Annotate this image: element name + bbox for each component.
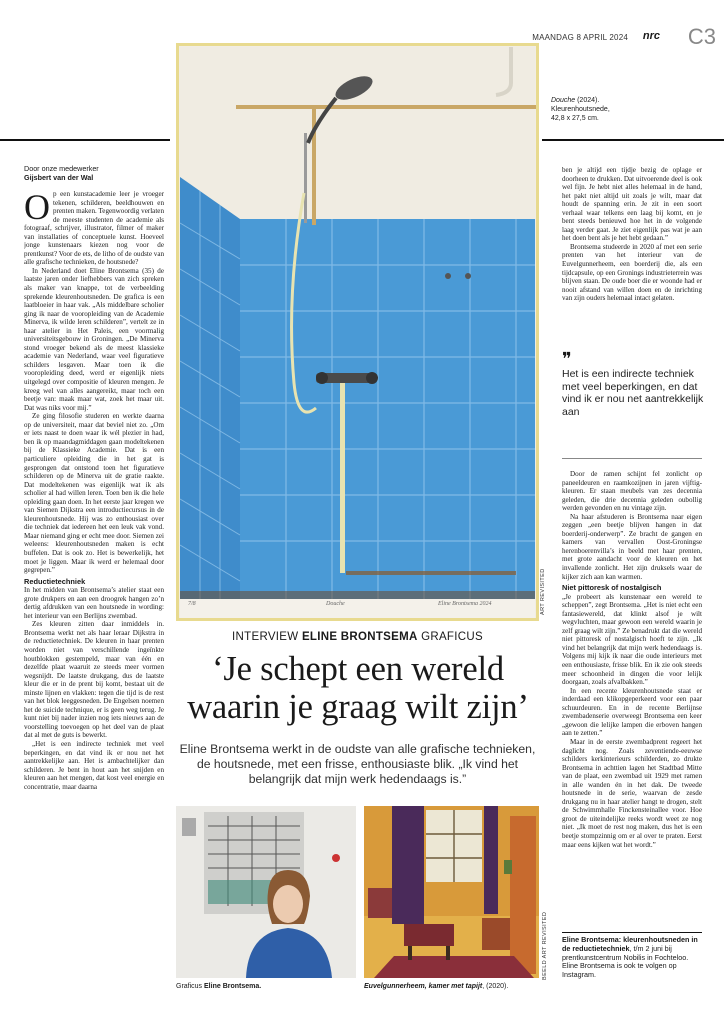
article-paragraph: In het midden van Brontsema’s atelier staat een grote drukpers en aan een droogrek hangen zo’n dertig afdrukken van een houtsnede in wording: het interieur van een Berlijns zwembad.	[24, 586, 164, 620]
article-paragraph: Na haar afstuderen is Brontsema naar eigen zeggen „een beetje blijven hangen in dat boerderij-onderwerp”. Ze bracht de gangen en kamers van vervallen Oost-Groningse herenboerenvilla’s in beeld met haar prenten, met grote aandacht voor de kleuren en het invallende zonlicht. Het zijn druksels waar de kijker zich aan kan warmen.	[562, 512, 702, 581]
print-edition: 7/8	[188, 601, 196, 607]
pullquote-block	[562, 349, 704, 418]
exhibition-title: Eline Brontsema: kleurenhoutsneden in de reductietechniek	[562, 935, 698, 953]
pullquote: Het is een indirecte techniek met veel beperkingen, en dat vind ik er nou net aantrekkelijk aan	[562, 368, 704, 418]
issue-date: MAANDAG 8 APRIL 2024	[532, 33, 628, 42]
portrait-illustration	[176, 806, 356, 978]
artwork-size: 42,8 x 27,5 cm.	[551, 115, 599, 122]
article-column-4	[562, 166, 702, 303]
artwork-medium: Kleurenhoutsnede,	[551, 106, 610, 113]
headline	[168, 650, 548, 726]
article-paragraph: Door de ramen schijnt fel zonlicht op paneeldeuren en raamkozijnen in jaren vijftig-kleuren. Er staan meubels van zes decennia geleden, die drie decennia geleden oubollig werden gevonden en nu vintage zijn.	[562, 470, 702, 513]
intro-text: Eline Brontsema werkt in de oudste van alle grafische technieken, de houtsnede, met een frisse, enthousiaste blik. „Ik vind het belangrijk dat mijn werk hedendaags is.”	[179, 742, 536, 786]
article-paragraph: Brontsema studeerde in 2020 af met een serie prenten van het interieur van de Euvelgunnerheem, een boerderij die, als een tijdcapsule, op een Gronings industrieterrein was blijven staan. De oude boer die er woonde had er nooit afstand van willen doen en de inrichting van zijn ouders helemaal intact gelaten.	[562, 242, 702, 303]
byline-author: Gijsbert van der Wal	[24, 173, 94, 182]
kicker-suffix: GRAFICUS	[421, 631, 483, 643]
page-number: C3	[687, 24, 716, 49]
article-paragraph: Op een kunstacademie leer je vroeger tekenen, schilderen, beeldhouwen en prenten maken. Tegenwoordig verlaten de meeste studenten de academie als fotograaf, schrijver, illustrator, filmer of maker van installaties of conceptuele kunst. Hoeveel jonge kunstenaars kiezen nog voor de prentkunst? Voor de ets, de litho of de oudste van alle grafische technieken, de houtsnede?	[24, 190, 164, 267]
section-heading: Reductietechniek	[24, 576, 86, 586]
headline-line-2: waarin je graag wilt zijn’	[187, 688, 529, 726]
section-heading: Niet pittoresk of nostalgisch	[562, 583, 662, 593]
dropcap: O	[24, 190, 50, 227]
pullquote-rule	[562, 458, 702, 459]
article-paragraph: Zes kleuren zitten daar inmiddels in. Brontsema werkt net als haar leraar Dijkstra in de reductietechniek. De kleuren in haar prenten worden niet van verschillende ingeïnkte houtblokken gestempeld, maar van één en dezelfde plaat waaruit ze steeds meer vormen wegsnijdt. De laatste drukgang, dus de laatste kleur die er in de prent bij komt, bestaat uit de minste lijnen en vlakken: tegen die tijd is de rest van het blok leeggesneden. De Engelsen noemen het de suicide technique, er is geen weg terug. Je kunt niet bij nader inzien nog iets nieuws aan de voorstelling toevoegen op het deel van de plaat dat al met de guts is bewerkt.	[24, 620, 164, 740]
kicker	[176, 631, 539, 643]
artwork-title: Douche	[551, 97, 576, 104]
exhibition-infobox	[562, 936, 702, 980]
print-artist-signature: Eline Brontsema 2024	[438, 601, 492, 607]
article-paragraph: „Het is een indirecte techniek met veel beperkingen, en dat vind ik er nou net het aantrekkelijke aan. Het is ambachtelijker dan schilderen. Je bent in hout aan het snijden en kleuren aan het mengen, dat kost veel energie en concentratie, maar daarna	[24, 740, 164, 791]
artwork-year: (2024).	[577, 97, 600, 104]
byline	[24, 164, 160, 182]
interior-caption: Euvelgunnerheem, kamer met tapijt, (2020).	[364, 983, 509, 990]
kicker-name: ELINE BRONTSEMA	[301, 631, 418, 643]
infobox-rule	[562, 932, 702, 933]
portrait-caption: Graficus Eline Brontsema.	[176, 983, 262, 990]
artwork-douche	[176, 43, 539, 621]
article-paragraph: Maar in de eerste zwembadprent regeert het daglicht nog. Zoals zeventiende-eeuwse schilders kerkinterieurs schilderden, zo drukte Brontsema in achttien lagen het Stadtbad Mitte van de plaat, een zwembad uit 1929 met ramen in alle wanden én in het dak. De tweede houtsnede in de serie, waarvan de zesde drukgang nu in haar atelier hangt te drogen, stelt de Schwimmhalle Finckensteinallee voor. Hoe groot de uiteindelijke reeks wordt weet ze nog niet. „Ik moet de rest nog maken, dus het is een beetje stompzinnig om er al over te praten. Eerst maar eens kijken wat het wordt.”	[562, 737, 702, 849]
article-paragraph: In een recente kleurenhoutsnede staat er inderdaad een klikopgeperkeerd voor een paar schuurdeuren. En in de recente Berlijnse zwembadenserie overweegt Brontsema een keer „gewoon die lelijke lampen die erboven hangen aan te zetten.”	[562, 686, 702, 738]
photo-interior-print	[364, 806, 539, 978]
byline-line: Door onze medewerker	[24, 164, 99, 173]
article-column-1	[24, 190, 164, 1020]
newspaper-logo: nrc	[642, 30, 660, 42]
photo-credit-interior: BEELD ART REVISITED	[542, 911, 548, 980]
article-column-4-continued	[562, 470, 702, 926]
header-rule-right	[542, 139, 724, 141]
print-title-signature: Douche	[326, 601, 345, 607]
headline-line-1: ‘Je schept een wereld	[212, 650, 504, 688]
quote-mark-icon: ❞	[562, 349, 572, 370]
article-paragraph: ben je altijd een tijdje bezig de oplage er doorheen te drukken. Dat uitvoerende deel is ook wel fijn. Je hebt niet alles helemaal in de hand, het pakt niet altijd uit zoals je wilt, maar dat houdt de spanning erin. Je zit in een soort verhaal waar telkens een laag bij komt, en je bent steeds benieuwd hoe het in de volgende laag verder gaat. Je ziet eigenlijk pas wat je aan het doen bent als je het hebt gedaan.”	[562, 166, 702, 243]
douche-print	[176, 43, 539, 621]
article-paragraph: „Je probeert als kunstenaar een wereld te scheppen”, zegt Brontsema. „Het is niet echt een fantasiewereld, dat klinkt alsof je wilt wegvluchten, maar gewoon een wereld waarin je zelf graag wilt zijn.” Ze benadrukt dat die wereld niet pittoresk of nostalgisch hoeft te zijn. „Ik vind het belangrijk dat mijn werk hedendaags is. Volgens mij kijk ik naar die oude interieurs met een enthousiaste, frisse blik. En ik zie ook steeds meer schoonheid in dingen die voor lelijk doorgaan, zoals afvalbakken.”	[562, 592, 702, 687]
kicker-prefix: INTERVIEW	[232, 631, 299, 643]
interior-illustration	[364, 806, 539, 978]
article-paragraph: In Nederland doet Eline Brontsema (35) de laatste jaren onder liefhebbers van zich spreken als maker van knappe, tot de verbeelding sprekende kleurenhoutsneden. De grafica is een laatbloeier in haar vak. „Als middelbare scholier ging ik naar de vooropleiding van de Academie Minerva, ik wilde leren schilderen”, vertelt ze in haar atelier in Het Paleis, een voormalig universiteitsgebouw in Groningen. „De Minerva stond vroeger bekend als de meest klassieke academie van Nederland, waar veel figuratieve schilders lesgaven. Maar toen ik die vooropleiding deed, werd er eigenlijk niets uitgelegd over compositie of kleuren mengen. Je kreeg wel van alles aangereikt, maar toch een beetje van: maak maar wat, zoek het maar uit. Dat was niks voor mij.”	[24, 266, 164, 412]
header-rule-left	[0, 139, 170, 141]
photo-portrait	[176, 806, 356, 978]
photo-credit-main: ART REVISITED	[540, 568, 546, 615]
article-paragraph: Ze ging filosofie studeren en werkte daarna op de universiteit, maar dat beviel niet zo. „Om er iets naast te doen waar ik wél plezier in had, ben ik op maandagmiddagen gaan modeltekenen bij de Klassieke Academie. Dat is een particuliere opleiding die in het gat is gesprongen dat ontstond toen het figuratieve schilderen op de Minerva uit de gratie raakte. Dat modeltekenen was eigenlijk wat ik als scholier al had willen leren. Toen ben ik die hele opleiding gaan doen. In het eerste jaar kregen we van Siemen Dijkstra een introductiecursus in de kleurenhoutsnede. Hij was zo enthousiast over die techniek dat iedereen het een leuk vak vond. Maar niemand ging er echt mee door. Siemen zei weleens: kleurenhoutsneden maken is echt buffelen. Dat is ook zo. Het is bewerkelijk, het moet je liggen. Maar ik werd er helemaal door gegrepen.”	[24, 412, 164, 575]
artwork-caption	[551, 96, 701, 123]
exhibition-details: , t/m 2 juni bij prentkunstcentrum Nobilis in Fochteloo. Eline Brontsema is ook te volgen op Instagram.	[562, 943, 689, 980]
